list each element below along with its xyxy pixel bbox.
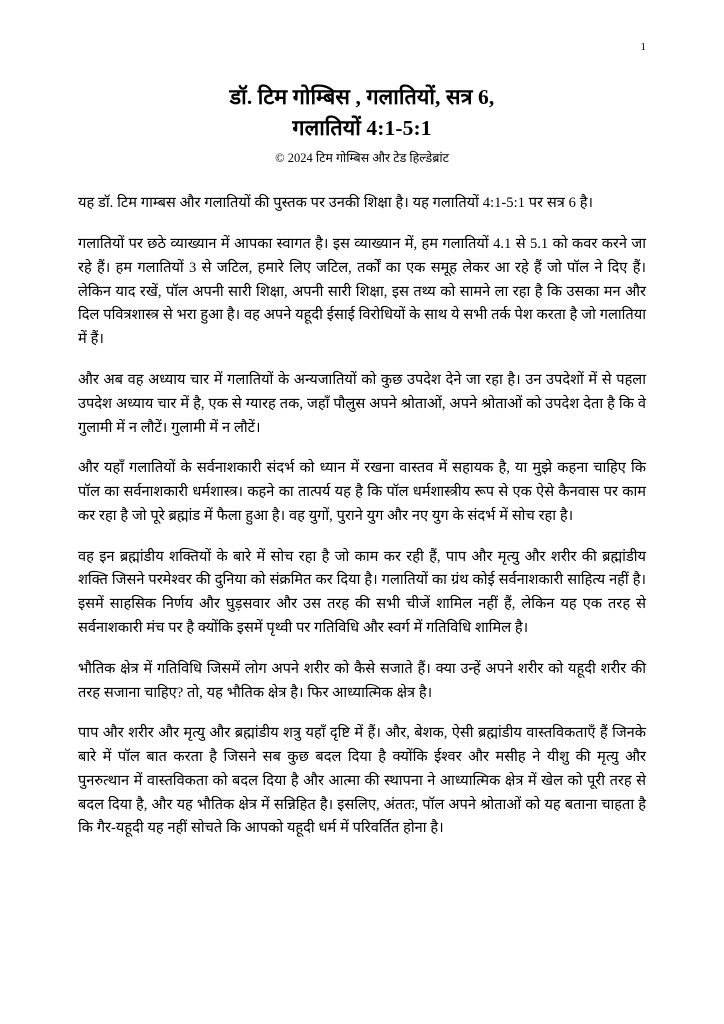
paragraph: यह डॉ. टिम गाम्बस और गलातियों की पुस्तक पर उनकी शिक्षा है। यह गलातियों 4:1-5:1 पर सत्र 6 है। xyxy=(78,195,594,212)
page-title xyxy=(78,82,646,143)
page-number: 1 xyxy=(640,41,646,53)
title-block xyxy=(78,82,646,166)
paragraph: गलातियों पर छठे व्याख्यान में आपका स्वागत है। इस व्याख्यान में, हम गलातियों 4.1 से 5.1 को कवर करने जा रहे हैं। हम गलातियों 3 से जटिल, हमारे लिए जटिल, तर्कों का एक समूह लेकर आ रहे हैं जो पॉल ने दिए हैं। लेकिन याद रखें, पॉल अपनी सारी शिक्षा, अपनी सारी शिक्षा, इस तथ्य को सामने ला रहा है कि उसका मन और दिल पवित्रशास्त्र से भरा हुआ है। वह अपने यहूदी ईसाई विरोधियों के साथ ये सभी तर्क पेश करता है जो गलातिया में हैं। xyxy=(78,236,646,348)
copyright-notice: © 2024 टिम गोम्बिस और टेड हिल्डेब्रांट xyxy=(275,151,449,166)
paragraph: भौतिक क्षेत्र में गतिविधि जिसमें लोग अपने शरीर को कैसे सजाते हैं। क्या उन्हें अपने शरीर को यहूदी शरीर की तरह सजाना चाहिए? तो, यह भौतिक क्षेत्र है। फिर आध्यात्मिक क्षेत्र है। xyxy=(78,660,646,701)
title-line-2: गलातियों 4:1-5:1 xyxy=(292,115,432,140)
paragraph: पाप और शरीर और मृत्यु और ब्रह्मांडीय शत्रु यहाँ दृष्टि में हैं। और, बेशक, ऐसी ब्रह्मांडीय वास्तविकताएँ हैं जिनके बारे में पॉल बात करता है जिसने सब कुछ बदल दिया है क्योंकि ईश्वर और मसीह ने यीशु की मृत्यु और पुनरुत्थान में वास्तविकता को बदल दिया है और आत्मा की स्थापना ने आध्यात्मिक क्षेत्र में खेल को पूरी तरह से बदल दिया है, और यह भौतिक क्षेत्र में सन्निहित है। इसलिए, अंततः, पॉल अपने श्रोताओं को यह बताना चाहता है कि गैर-यहूदी यह नहीं सोचते कि आपको यहूदी धर्म में परिवर्तित होना है। xyxy=(78,725,646,837)
body-text xyxy=(78,192,646,841)
paragraph: और अब वह अध्याय चार में गलातियों के अन्यजातियों को कुछ उपदेश देने जा रहा है। उन उपदेशों में से पहला उपदेश अध्याय चार में है, एक से ग्यारह तक, जहाँ पौलुस अपने श्रोताओं, अपने श्रोताओं को उपदेश देता है कि वे गुलामी में न लौटें। गुलामी में न लौटें। xyxy=(78,371,646,436)
title-line-1: डॉ. टिम गोम्बिस , गलातियों, सत्र 6, xyxy=(229,85,495,109)
paragraph: और यहाँ गलातियों के सर्वनाशकारी संदर्भ को ध्यान में रखना वास्तव में सहायक है, या मुझे कहना चाहिए कि पॉल का सर्वनाशकारी धर्मशास्त्र। कहने का तात्पर्य यह है कि पॉल धर्मशास्त्रीय रूप से एक ऐसे कैनवास पर काम कर रहा है जो पूरे ब्रह्मांड में फैला हुआ है। वह युगों, पुराने युग और नए युग के संदर्भ में सोच रहा है। xyxy=(78,460,646,524)
paragraph: वह इन ब्रह्मांडीय शक्तियों के बारे में सोच रहा है जो काम कर रही हैं, पाप और मृत्यु और शरीर की ब्रह्मांडीय शक्ति जिसने परमेश्वर की दुनिया को संक्रमित कर दिया है। गलातियों का ग्रंथ कोई सर्वनाशकारी साहित्य नहीं है। इसमें साहसिक निर्णय और घुड़सवार और उस तरह की सभी चीजें शामिल नहीं हैं, लेकिन यह एक तरह से सर्वनाशकारी मंच पर है क्योंकि इसमें पृथ्वी पर गतिविधि और स्वर्ग में गतिविधि शामिल है। xyxy=(78,548,646,636)
